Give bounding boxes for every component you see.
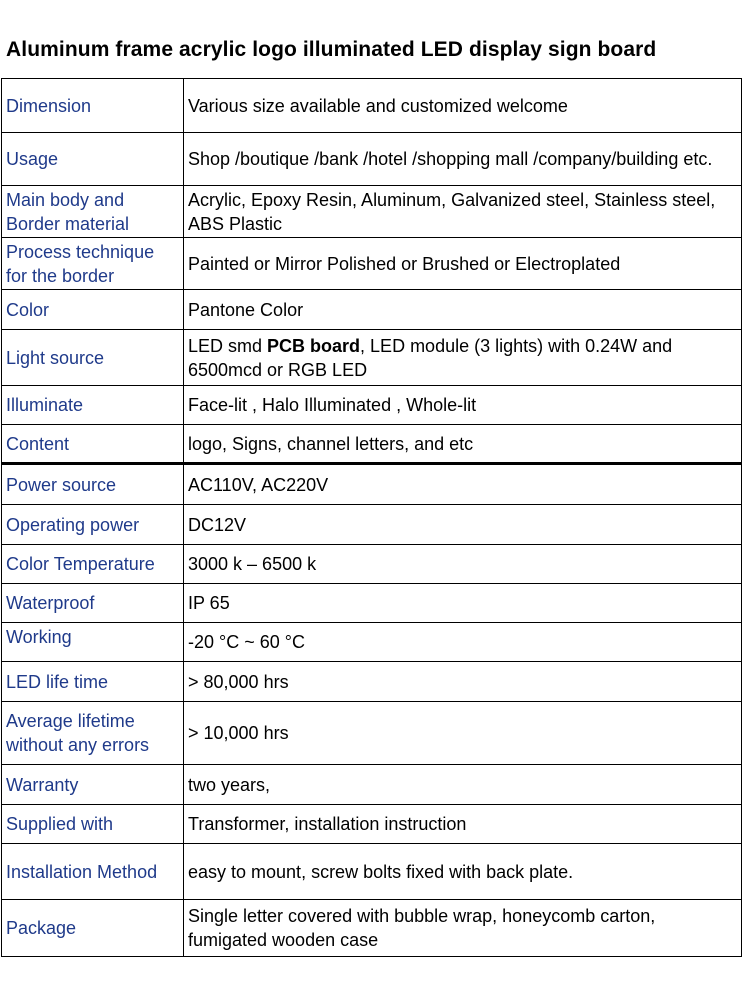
row-value: Transformer, installation instruction [184, 805, 742, 844]
row-value [184, 330, 742, 386]
row-label: Main body and Border material [2, 186, 184, 238]
table-row [2, 900, 742, 957]
row-value: Pantone Color [184, 290, 742, 330]
row-label: LED life time [2, 662, 184, 702]
table-row [2, 662, 742, 702]
value-bold: PCB board [267, 335, 361, 356]
table-row [2, 702, 742, 765]
table-row [2, 133, 742, 186]
row-value: Shop /boutique /bank /hotel /shopping mall /company/building etc. [184, 133, 742, 186]
row-value: -20 °C ~ 60 °C [184, 623, 742, 662]
table-row [2, 79, 742, 133]
table-row [2, 584, 742, 623]
row-value: Various size available and customized welcome [184, 79, 742, 133]
row-label: Content [2, 425, 184, 464]
spec-table [1, 78, 742, 957]
row-value: > 80,000 hrs [184, 662, 742, 702]
row-label: Average lifetime without any errors [2, 702, 184, 765]
row-label: Color Temperature [2, 545, 184, 584]
row-label: Illuminate [2, 386, 184, 425]
table-row [2, 386, 742, 425]
row-value: AC110V, AC220V [184, 464, 742, 505]
row-value: Painted or Mirror Polished or Brushed or Electroplated [184, 238, 742, 290]
table-row [2, 765, 742, 805]
row-label: Installation Method [2, 844, 184, 900]
row-value: DC12V [184, 505, 742, 545]
row-label: Working [2, 623, 184, 662]
value-suffix: , LED module (3 lights) with 0.24W and 6500mcd or RGB LED [188, 335, 673, 380]
table-row [2, 425, 742, 464]
table-row [2, 844, 742, 900]
row-value: two years, [184, 765, 742, 805]
value-prefix: LED smd [188, 335, 268, 356]
row-label: Warranty [2, 765, 184, 805]
row-value: IP 65 [184, 584, 742, 623]
table-row [2, 290, 742, 330]
table-row [2, 464, 742, 505]
row-label: Process technique for the border [2, 238, 184, 290]
row-label: Color [2, 290, 184, 330]
table-row [2, 545, 742, 584]
row-value: > 10,000 hrs [184, 702, 742, 765]
row-label: Light source [2, 330, 184, 386]
row-label: Dimension [2, 79, 184, 133]
row-value: easy to mount, screw bolts fixed with back plate. [184, 844, 742, 900]
table-row [2, 805, 742, 844]
table-row [2, 330, 742, 386]
table-row [2, 505, 742, 545]
table-row [2, 238, 742, 290]
table-row [2, 623, 742, 662]
row-label: Operating power [2, 505, 184, 545]
table-row [2, 186, 742, 238]
row-value: Acrylic, Epoxy Resin, Aluminum, Galvanized steel, Stainless steel, ABS Plastic [184, 186, 742, 238]
row-value: logo, Signs, channel letters, and etc [184, 425, 742, 464]
row-value: Single letter covered with bubble wrap, honeycomb carton, fumigated wooden case [184, 900, 742, 957]
row-label: Power source [2, 464, 184, 505]
row-value: Face-lit , Halo Illuminated , Whole-lit [184, 386, 742, 425]
row-label: Usage [2, 133, 184, 186]
row-label: Supplied with [2, 805, 184, 844]
row-label: Waterproof [2, 584, 184, 623]
row-value: 3000 k – 6500 k [184, 545, 742, 584]
page-title: Aluminum frame acrylic logo illuminated LED display sign board [6, 38, 657, 61]
row-label: Package [2, 900, 184, 957]
